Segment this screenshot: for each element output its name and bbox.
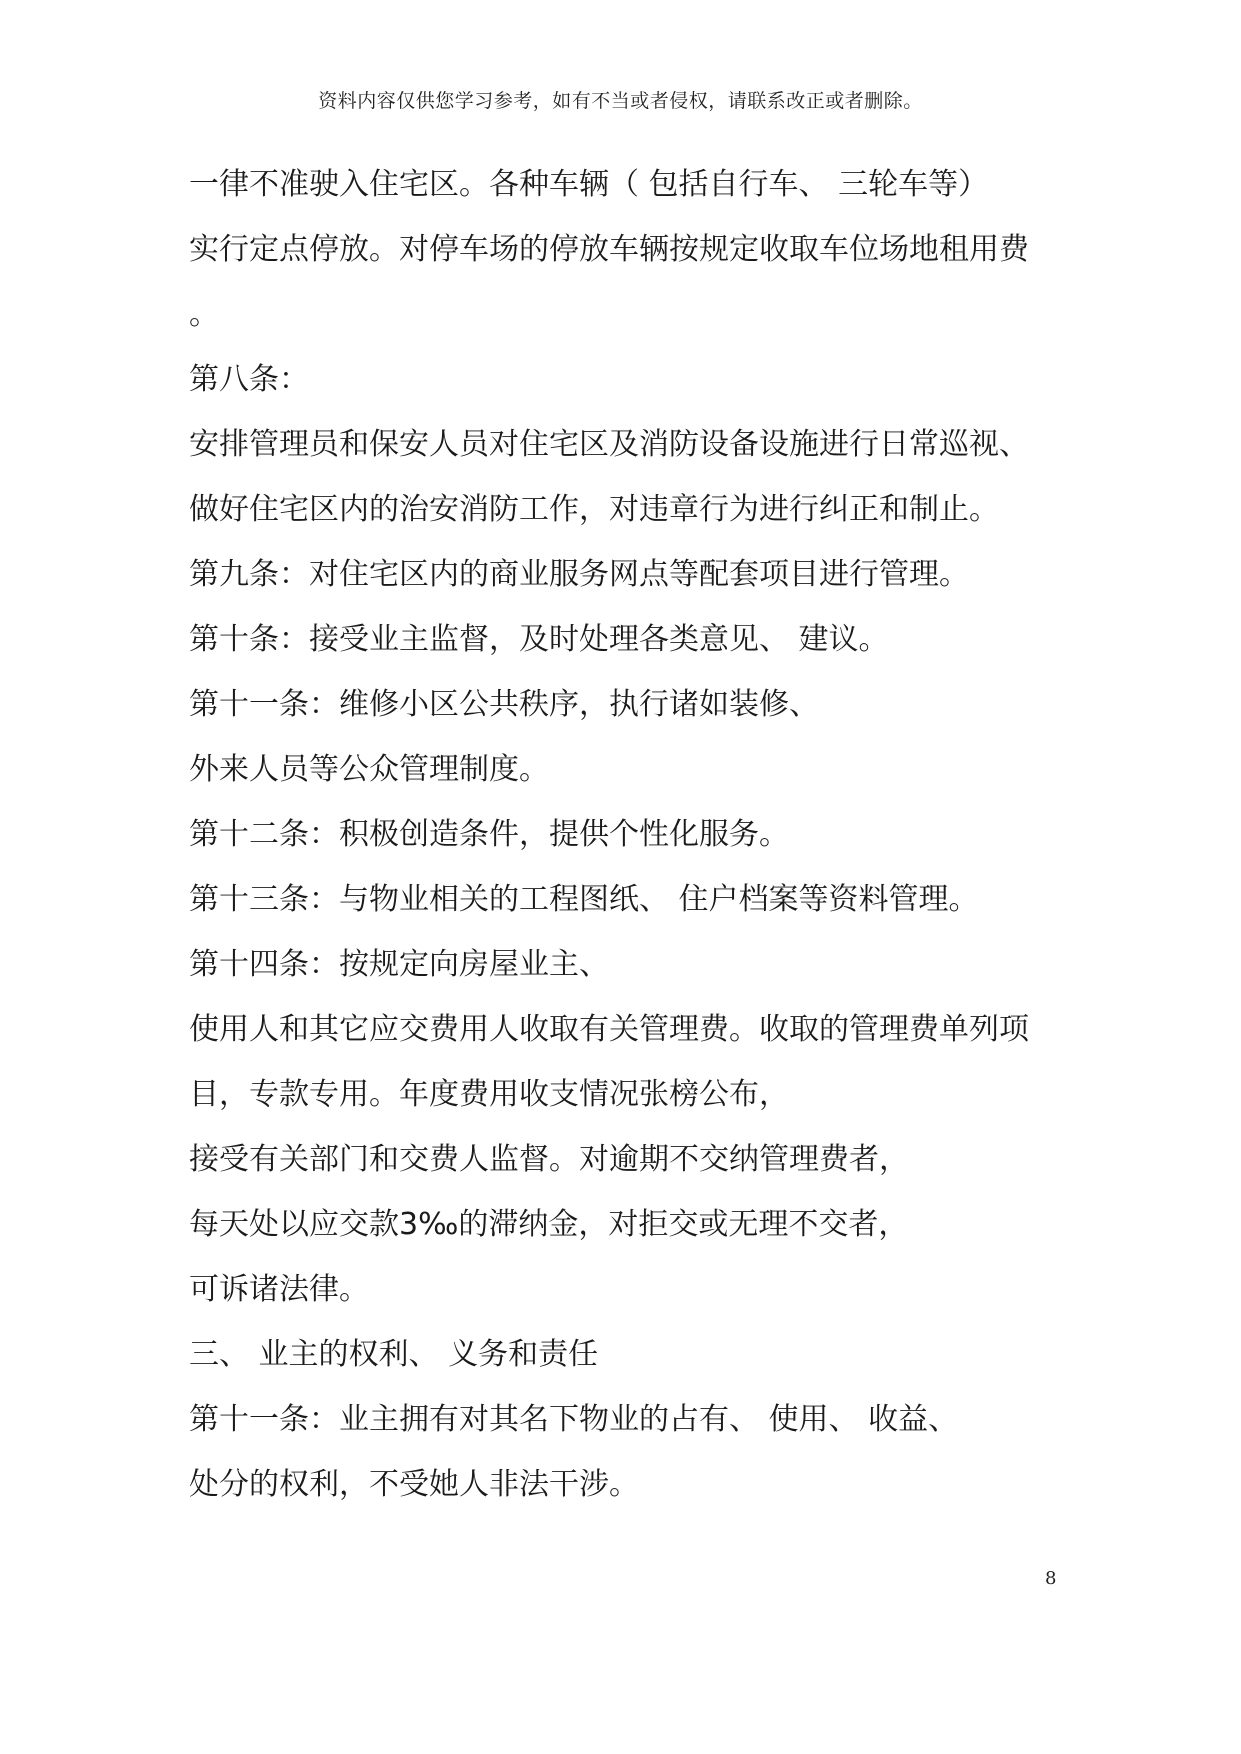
section-heading: 三、 业主的权利、 义务和责任 — [189, 1337, 599, 1372]
text-line: 第十条：接受业主监督，及时处理各类意见、 建议。 — [189, 622, 889, 657]
text-line: 接受有关部门和交费人监督。对逾期不交纳管理费者， — [189, 1142, 909, 1177]
text-line: 安排管理员和保安人员对住宅区及消防设备设施进行日常巡视、 — [189, 427, 1029, 462]
header-disclaimer: 资料内容仅供您学习参考，如有不当或者侵权，请联系改正或者删除。 — [318, 90, 923, 112]
page-number: 8 — [1045, 1568, 1057, 1589]
article-heading: 第八条： — [189, 362, 309, 397]
text-line: 第十一条：维修小区公共秩序，执行诸如装修、 — [189, 687, 819, 722]
text-line: 第十三条：与物业相关的工程图纸、 住户档案等资料管理。 — [189, 882, 979, 917]
text-line: 处分的权利，不受她人非法干涉。 — [189, 1467, 639, 1502]
body-text — [189, 160, 1069, 1525]
text-line: 第十一条：业主拥有对其名下物业的占有、 使用、 收益、 — [189, 1402, 959, 1437]
text-line: 。 — [189, 297, 219, 332]
text-line: 可诉诸法律。 — [189, 1272, 369, 1307]
text-line: 每天处以应交款3‰的滞纳金，对拒交或无理不交者， — [189, 1207, 909, 1242]
text-line: 目，专款专用。年度费用收支情况张榜公布， — [189, 1077, 789, 1112]
text-line: 一律不准驶入住宅区。各种车辆（ 包括自行车、 三轮车等） — [189, 167, 989, 202]
text-line: 第九条：对住宅区内的商业服务网点等配套项目进行管理。 — [189, 557, 969, 592]
text-line: 使用人和其它应交费用人收取有关管理费。收取的管理费单列项 — [189, 1012, 1029, 1047]
text-line: 第十二条：积极创造条件，提供个性化服务。 — [189, 817, 789, 852]
text-line: 外来人员等公众管理制度。 — [189, 752, 549, 787]
text-line: 第十四条：按规定向房屋业主、 — [189, 947, 609, 982]
text-line: 做好住宅区内的治安消防工作，对违章行为进行纠正和制止。 — [189, 492, 999, 527]
text-line: 实行定点停放。对停车场的停放车辆按规定收取车位场地租用费 — [189, 232, 1029, 267]
